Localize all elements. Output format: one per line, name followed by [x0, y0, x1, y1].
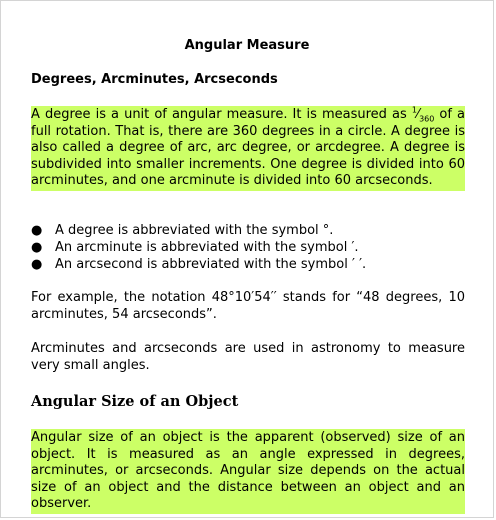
- fraction: [412, 107, 435, 122]
- highlighted-paragraph-angular-size: Angular size of an object is the apparent (observed) size of an object. It is measured as an angle expressed in degrees, arcminutes, or arcseconds. Angular size depends on the actual size of an object and the distance between an object and an observer.: [31, 429, 465, 514]
- fraction-slash: ⁄: [416, 107, 420, 122]
- paragraph-text: A degree is a unit of angular measure. It is measured as: [31, 107, 412, 122]
- list-item-text: An arcminute is abbreviated with the symbol ′.: [55, 240, 359, 255]
- fraction-numerator: 1: [411, 105, 417, 115]
- fraction-denominator: 360: [419, 114, 435, 124]
- list-item: [31, 222, 461, 239]
- highlighted-paragraph-degree-definition: [31, 106, 465, 191]
- page-title: Angular Measure: [184, 38, 310, 53]
- bullet-icon: ●: [31, 240, 43, 255]
- symbol-bullet-list: [31, 222, 461, 273]
- section-heading-degrees: Degrees, Arcminutes, Arcseconds: [31, 72, 278, 87]
- section-heading-angular-size: Angular Size of an Object: [31, 393, 239, 410]
- paragraph-notation-example: For example, the notation 48°10′54′′ stands for “48 degrees, 10 arcminutes, 54 arcseconds”.: [31, 290, 465, 322]
- paragraph-astronomy-usage: Arcminutes and arcseconds are used in astronomy to measure very small angles.: [31, 341, 465, 373]
- bullet-icon: ●: [31, 223, 43, 238]
- list-item-text: A degree is abbreviated with the symbol °.: [55, 223, 334, 238]
- list-item: [31, 256, 461, 273]
- bullet-icon: ●: [31, 257, 43, 272]
- paragraph-text: of a full rotation. That is, there are 360 degrees in a circle. A degree is also called a degree of arc, arc degree, or arcdegree. A degree is subdivided into smaller increments. One degree is divided into 60 arcminutes, and one arcminute is divided into 60 arcseconds.: [31, 107, 465, 188]
- list-item-text: An arcsecond is abbreviated with the symbol ′ ′.: [55, 257, 367, 272]
- list-item: [31, 239, 461, 256]
